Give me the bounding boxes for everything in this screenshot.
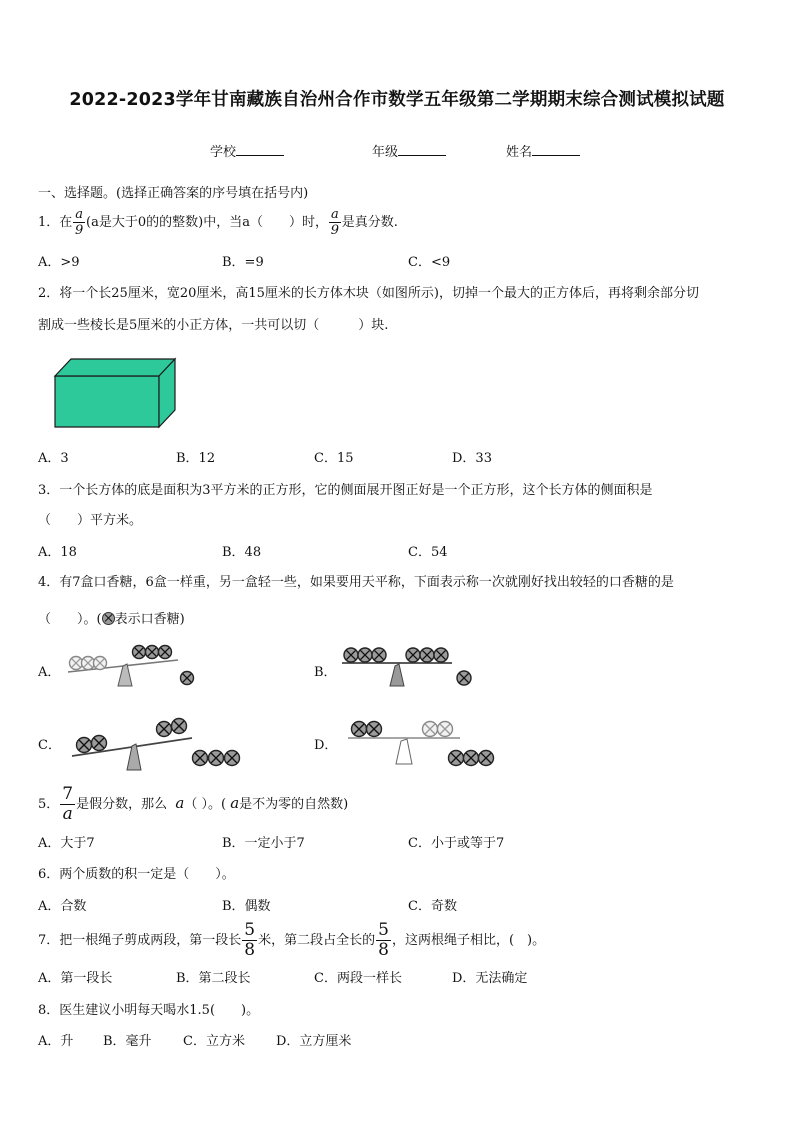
q4-option-b[interactable]: B． bbox=[314, 665, 337, 680]
left-pan-gums bbox=[70, 657, 107, 670]
right-pan-gums bbox=[406, 648, 448, 662]
gum-icon bbox=[209, 751, 224, 766]
q7-option-a[interactable]: A．第一段长 bbox=[38, 971, 113, 986]
right-pan-gums bbox=[423, 722, 453, 737]
q5-option-a[interactable]: A．大于7 bbox=[38, 836, 95, 851]
balance-b bbox=[340, 642, 500, 692]
q7-option-c[interactable]: C．两段一样长 bbox=[314, 971, 402, 986]
q5-option-b[interactable]: B．一定小于7 bbox=[222, 836, 305, 851]
cuboid-front-face bbox=[55, 376, 159, 427]
gum-icon bbox=[434, 648, 448, 662]
right-pan-gums bbox=[157, 719, 187, 737]
gum-icon bbox=[94, 657, 107, 670]
gum-icon bbox=[146, 646, 159, 659]
gum-icon bbox=[181, 672, 194, 685]
question-2-line-1: 2．将一个长25厘米，宽20厘米，高15厘米的长方体木块（如图所示)，切掉一个最大的正方体后，再将剩余部分切 bbox=[38, 286, 699, 301]
balance-fulcrum bbox=[118, 664, 132, 686]
gum-icon bbox=[438, 722, 453, 737]
q3-option-b[interactable]: B．48 bbox=[222, 545, 262, 560]
q2-option-b[interactable]: B．12 bbox=[176, 451, 216, 466]
gum-icon bbox=[464, 751, 479, 766]
q4-option-d[interactable]: D． bbox=[314, 738, 338, 753]
gum-icon bbox=[157, 722, 172, 737]
gum-icon bbox=[102, 612, 115, 625]
gum-icon bbox=[70, 657, 83, 670]
gum-icon bbox=[367, 722, 382, 737]
gum-icon bbox=[77, 738, 92, 753]
right-pan-gums bbox=[133, 646, 172, 659]
q4-option-a[interactable]: A． bbox=[38, 665, 61, 680]
question-8: 8．医生建议小明每天喝水1.5( )。 bbox=[38, 1003, 260, 1018]
question-6: 6．两个质数的积一定是（ ）。 bbox=[38, 867, 235, 882]
section-heading: 一、选择题。(选择正确答案的序号填在括号内) bbox=[38, 186, 309, 201]
left-pan-gums bbox=[344, 648, 386, 662]
balance-fulcrum bbox=[390, 664, 404, 686]
q2-option-a[interactable]: A．3 bbox=[38, 451, 69, 466]
q6-option-a[interactable]: A．合数 bbox=[38, 899, 87, 914]
q7-option-b[interactable]: B．第二段长 bbox=[176, 971, 251, 986]
question-3-line-2: （ ）平方米。 bbox=[38, 513, 143, 528]
gum-icon bbox=[352, 722, 367, 737]
q1-option-b[interactable]: B．=9 bbox=[222, 255, 264, 270]
balance-d bbox=[346, 712, 516, 772]
balance-a bbox=[66, 642, 206, 692]
fraction-a-over-9: $\frac{a}{9}$ bbox=[75, 207, 84, 238]
balance-fulcrum bbox=[396, 739, 412, 764]
leftover-gums bbox=[193, 751, 240, 766]
q1-option-c[interactable]: C．<9 bbox=[408, 255, 451, 270]
gum-icon bbox=[344, 648, 358, 662]
gum-icon bbox=[406, 648, 420, 662]
cuboid-figure bbox=[52, 356, 192, 436]
q5-option-c[interactable]: C．小于或等于7 bbox=[408, 836, 505, 851]
school-field: 学校 bbox=[210, 141, 284, 160]
page-title: 2022-2023学年甘南藏族自治州合作市数学五年级第二学期期末综合测试模拟试题 bbox=[69, 90, 725, 110]
school-blank[interactable] bbox=[236, 143, 284, 156]
q1-option-a[interactable]: A．>9 bbox=[38, 255, 80, 270]
question-5: 5． $\frac{7}{a}$ 是假分数，那么 a（ ）。( a是不为零的自然数) bbox=[38, 784, 349, 824]
q3-option-a[interactable]: A．18 bbox=[38, 545, 77, 560]
q8-option-b[interactable]: B．毫升 bbox=[103, 1034, 152, 1049]
gum-icon bbox=[358, 648, 372, 662]
leftover-gum bbox=[181, 672, 194, 685]
leftover-gums bbox=[449, 751, 494, 766]
name-blank[interactable] bbox=[532, 143, 580, 156]
gum-icon bbox=[82, 657, 95, 670]
gum-icon bbox=[133, 646, 146, 659]
q6-option-c[interactable]: C．奇数 bbox=[408, 899, 457, 914]
gum-icon bbox=[172, 719, 187, 734]
gum-icon bbox=[92, 736, 107, 751]
grade-blank[interactable] bbox=[398, 143, 446, 156]
question-4-line-2: （ ）。( 表示口香糖) bbox=[38, 612, 185, 627]
cuboid-top-face bbox=[55, 359, 175, 376]
question-4-line-1: 4．有7盒口香糖，6盒一样重，另一盒轻一些，如果要用天平称，下面表示称一次就刚好找出较轻的口香糖的是 bbox=[38, 575, 674, 590]
gum-icon bbox=[479, 751, 494, 766]
q6-option-b[interactable]: B．偶数 bbox=[222, 899, 271, 914]
question-3-line-1: 3．一个长方体的底是面积为3平方米的正方形，它的侧面展开图正好是一个正方形，这个长方体的侧面积是 bbox=[38, 483, 653, 498]
gum-icon bbox=[423, 722, 438, 737]
q8-option-d[interactable]: D．立方厘米 bbox=[276, 1034, 352, 1049]
question-1: 1．在 $\frac{a}{9}$ (a是大于0的的整数)中，当a（ ）时， $\frac{a}{9}$ 是真分数. bbox=[38, 207, 398, 238]
left-pan-gums bbox=[77, 736, 107, 753]
q2-option-c[interactable]: C．15 bbox=[314, 451, 354, 466]
balance-c bbox=[70, 712, 250, 772]
leftover-gum bbox=[457, 671, 471, 685]
fraction-7-over-a: $\frac{7}{a}$ bbox=[62, 784, 74, 824]
question-2-line-2: 割成一些棱长是5厘米的小正方体，一共可以切（ ）块. bbox=[38, 318, 389, 333]
name-field: 姓名 bbox=[506, 141, 580, 160]
question-7: 7．把一根绳子剪成两段，第一段长 $\frac{5}{8}$ 米，第二段占全长的 $\frac{5}{8}$ ，这两根绳子相比，( )。 bbox=[38, 920, 546, 960]
q2-option-d[interactable]: D．33 bbox=[452, 451, 492, 466]
gum-icon bbox=[420, 648, 434, 662]
fraction-a-over-9: $\frac{a}{9}$ bbox=[330, 207, 339, 238]
grade-field: 年级 bbox=[372, 141, 446, 160]
q3-option-c[interactable]: C．54 bbox=[408, 545, 448, 560]
gum-icon bbox=[449, 751, 464, 766]
q8-option-c[interactable]: C．立方米 bbox=[183, 1034, 245, 1049]
fraction-5-over-8: $\frac{5}{8}$ bbox=[378, 920, 389, 960]
gum-icon bbox=[225, 751, 240, 766]
gum-icon bbox=[372, 648, 386, 662]
q4-option-c[interactable]: C． bbox=[38, 738, 61, 753]
q7-option-d[interactable]: D．无法确定 bbox=[452, 971, 528, 986]
gum-icon bbox=[159, 646, 172, 659]
q8-option-a[interactable]: A．升 bbox=[38, 1034, 74, 1049]
left-pan-gums bbox=[352, 722, 382, 737]
fraction-5-over-8: $\frac{5}{8}$ bbox=[244, 920, 256, 960]
gum-icon bbox=[457, 671, 471, 685]
gum-icon bbox=[193, 751, 208, 766]
